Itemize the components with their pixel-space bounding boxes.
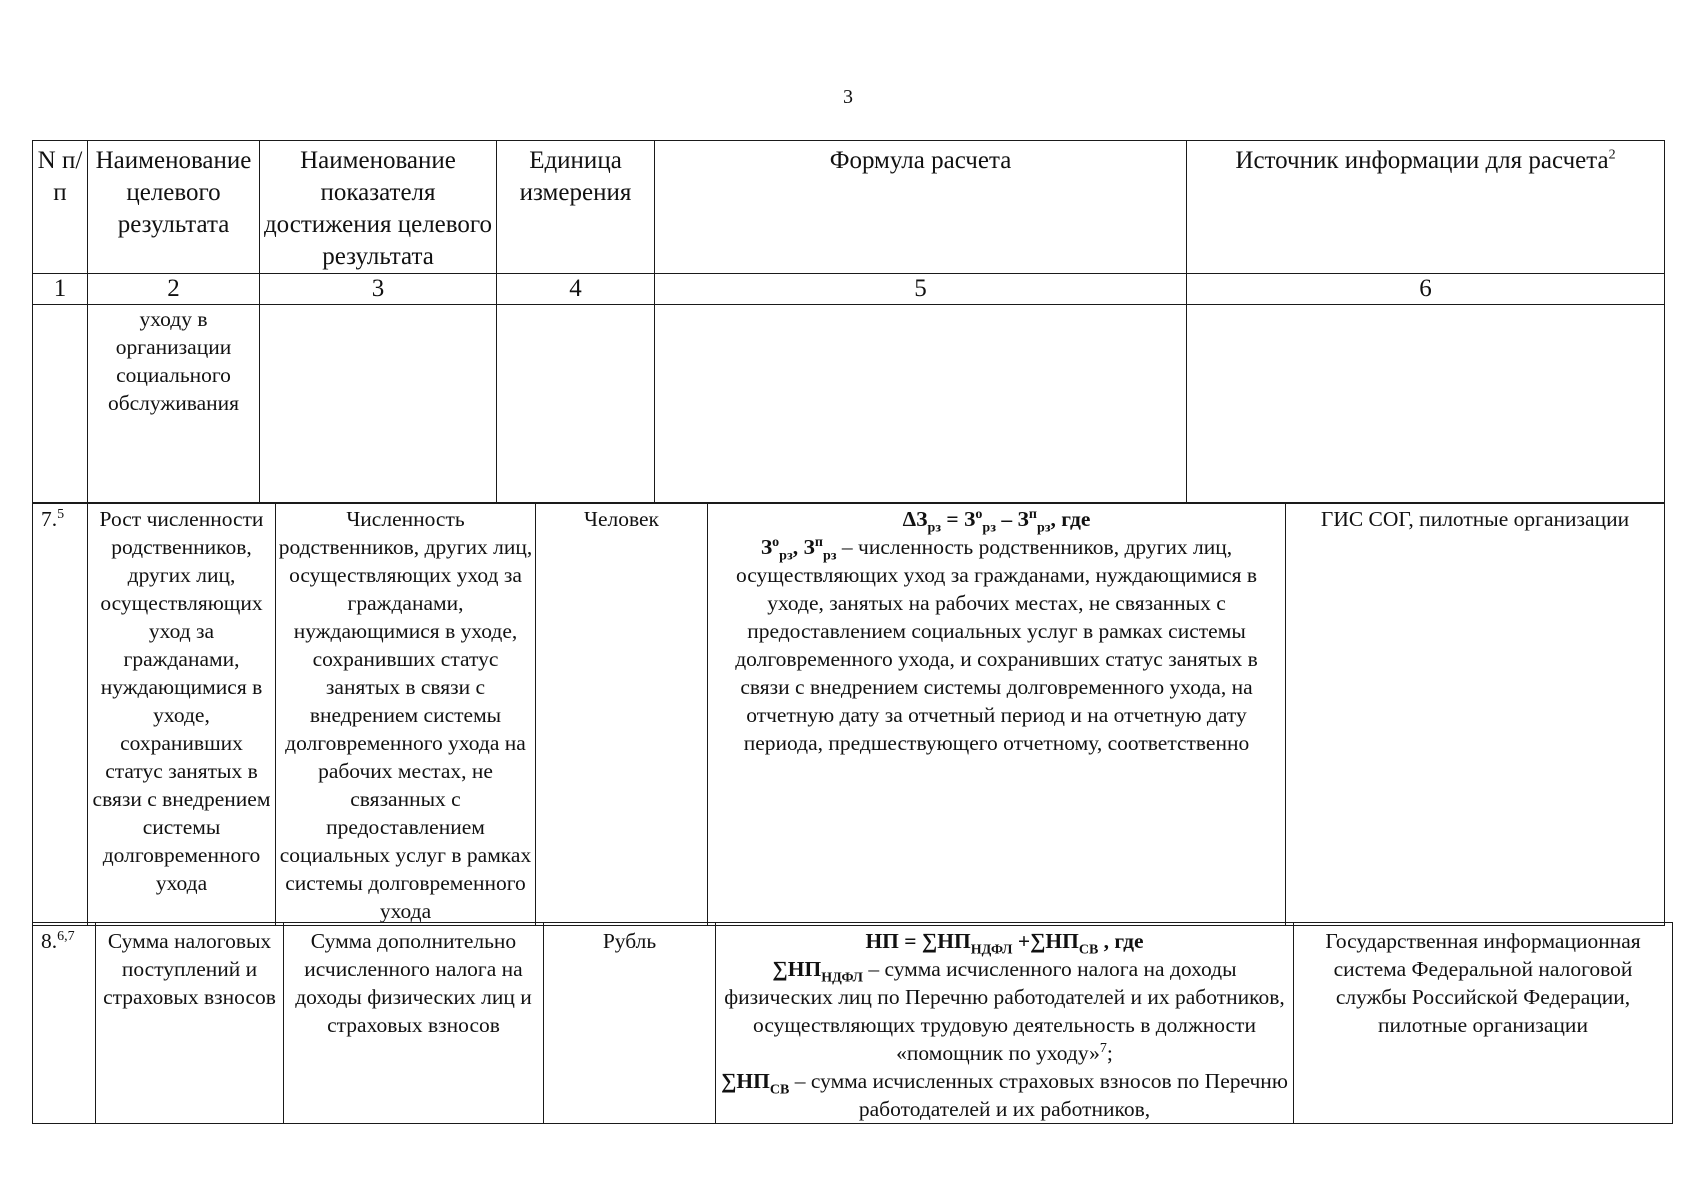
row-formula (708, 503, 1286, 926)
column-number: 5 (655, 274, 1187, 305)
row-unit: Человек (536, 503, 708, 926)
formula-separator: , (792, 535, 804, 559)
continuation-cell-result: уходу в организации социального обслуживания (88, 305, 260, 504)
formula-subscript: НДФЛ (970, 942, 1013, 958)
formula-text: НП = ∑НП (865, 929, 971, 953)
indicator-table-row-7 (32, 502, 1665, 926)
formula-subscript: рз (779, 548, 793, 564)
formula-symbol: З (803, 535, 815, 559)
footnote-ref: 5 (57, 506, 65, 522)
continuation-cell-source (1187, 305, 1665, 504)
footnote-ref: 7 (1099, 1040, 1107, 1056)
header-col-formula: Формула расчета (655, 141, 1187, 274)
formula-operator: – (996, 507, 1018, 531)
formula-symbol: ∑НП (721, 1069, 770, 1093)
header-col-source-text: Источник информации для расчета (1235, 147, 1609, 174)
formula-term (760, 534, 837, 564)
continuation-cell-formula (655, 305, 1187, 504)
formula-explanation-text: – сумма исчисленных страховых взносов по Перечню работодателей и их работников, (789, 1069, 1288, 1121)
formula-subscript: НДФЛ (821, 970, 863, 986)
row-number (33, 503, 88, 926)
row-formula (716, 923, 1294, 1124)
formula-explanation-text: – численность родственников, других лиц, осуществляющих уход за гражданами, нуждающимися в уходе, занятых на рабочих местах, не связанных с предоставлением социальных услуг в рамках системы долговременного ухода, и сохранивших статус занятых в связи с внедрением системы долговременного ухода, на отчетную дату за отчетный период и на отчетную дату периода, предшествующего отчетному, соответственно (735, 535, 1258, 755)
formula-superscript: п (814, 534, 823, 550)
formula-explanation-text: – сумма исчисленного налога на доходы физических лиц по Перечню работодателей и их работников, осуществляющих трудовую деятельность в должности «помощник по уходу» (724, 957, 1285, 1065)
header-col-indicator: Наименование показателя достижения целевого результата (260, 141, 497, 274)
formula-symbol: ∑НП (772, 957, 822, 981)
footnote-ref: 2 (1608, 147, 1616, 163)
formula-explanation (718, 1067, 1291, 1123)
continuation-cell-unit (497, 305, 655, 504)
row-number-value: 7. (41, 507, 58, 531)
formula-subscript: рз (982, 520, 996, 536)
page-number: 3 (843, 86, 853, 108)
continuation-cell-indicator (260, 305, 497, 504)
column-number: 6 (1187, 274, 1665, 305)
row-source: Государственная информационная система Федеральной налоговой службы Российской Федерации, пилотные организации (1294, 923, 1673, 1124)
formula-subscript: рз (1036, 520, 1051, 536)
indicator-table-header (32, 140, 1665, 504)
formula-equation (710, 505, 1283, 536)
row-result: Рост численности родственников, других лиц, осуществляющих уход за гражданами, нуждающимися в уходе, сохранивших статус занятых в связи с внедрением системы долговременного ухода (88, 503, 276, 926)
row-indicator: Сумма дополнительно исчисленного налога на доходы физических лиц и страховых взносов (284, 923, 544, 1124)
footnote-ref: 6,7 (57, 928, 75, 944)
column-number: 1 (33, 274, 88, 305)
formula-text: +∑НП (1012, 929, 1079, 953)
row-indicator: Численность родственников, других лиц, осуществляющих уход за гражданами, нуждающимися в уходе, сохранивших статус занятых в связи с внедрением системы долговременного ухода на рабочих местах, не связанных с предоставлением социальных услуг в рамках системы долговременного ухода (276, 503, 536, 926)
header-col-unit: Единица измерения (497, 141, 655, 274)
formula-subscript: рз (927, 520, 942, 536)
formula-term (772, 957, 863, 986)
formula-punctuation: ; (1106, 1041, 1113, 1065)
formula-subscript: СВ (769, 1082, 790, 1098)
column-number: 4 (497, 274, 655, 305)
formula-symbol: Δ (902, 507, 917, 531)
formula-superscript: о (975, 506, 983, 522)
formula-symbol: З (760, 535, 773, 559)
formula-operator: = (941, 507, 965, 531)
table-row (33, 923, 1673, 1124)
formula-term (721, 1069, 790, 1098)
formula-superscript: о (772, 534, 780, 550)
column-number: 3 (260, 274, 497, 305)
formula-symbol: З (916, 507, 928, 531)
formula-superscript: п (1028, 506, 1037, 522)
formula-subscript: рз (822, 548, 837, 564)
formula-subscript: СВ (1078, 942, 1099, 958)
header-col-source (1187, 141, 1665, 274)
table-row (33, 503, 1665, 926)
formula-where: , где (1050, 507, 1091, 531)
formula-symbol: З (1017, 507, 1029, 531)
column-number: 2 (88, 274, 260, 305)
header-col-number: N п/п (33, 141, 88, 274)
indicator-table-row-8 (32, 922, 1673, 1124)
formula-symbol: З (964, 507, 976, 531)
row-source: ГИС СОГ, пилотные организации (1286, 503, 1665, 926)
header-col-result: Наименование целевого результата (88, 141, 260, 274)
column-number-row (33, 274, 1665, 305)
row-result: Сумма налоговых поступлений и страховых взносов (96, 923, 284, 1124)
continuation-row (33, 305, 1665, 504)
row-number (33, 923, 96, 1124)
row-unit: Рубль (544, 923, 716, 1124)
formula-explanation (718, 955, 1291, 1067)
formula-where: , где (1098, 929, 1144, 953)
header-row (33, 141, 1665, 274)
formula-equation (718, 927, 1291, 958)
row-number-value: 8. (41, 929, 58, 953)
continuation-cell-number (33, 305, 88, 504)
formula-explanation (710, 533, 1283, 757)
